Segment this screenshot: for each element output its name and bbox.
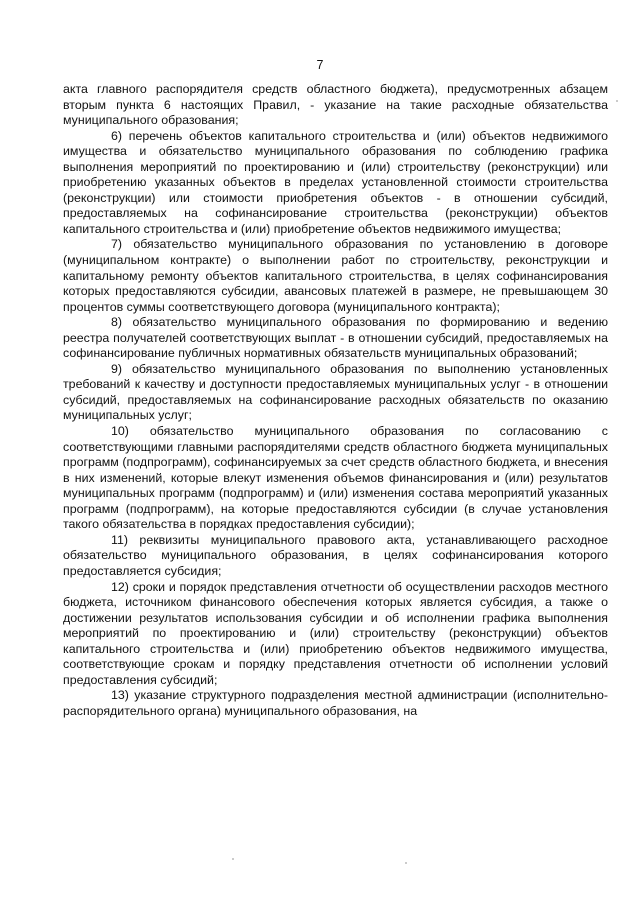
paragraph-item-10: 10) обязательство муниципального образования по согласованию с соответствующими главными распорядителями средств областного бюджета муниципальных программ (подпрограмм), софинансируемых за счет средств областного бюджета, и внесения в них изменений, которые влекут изменения объемов финансирования и (или) результатов муниципальных программ (подпрограмм) и (или) изменения состава мероприятий указанных программ (подпрограмм), на которые предоставляются субсидии (в случае установления такого обязательства в порядках предоставления субсидии);: [63, 424, 608, 532]
page-number: 7: [316, 58, 324, 72]
paragraph-item-7: 7) обязательство муниципального образования по установлению в договоре (муниципальном контракте) о выполнении работ по строительству, реконструкции и капитальному ремонту объектов капитального строительства, в целях софинансирования которых предоставляются субсидии, авансовых платежей в размере, не превышающем 30 процентов суммы соответствующего договора (муниципального контракта);: [63, 237, 608, 314]
paragraph-item-6: 6) перечень объектов капитального строительства и (или) объектов недвижимого имущества и обязательство муниципального образования по соблюдению графика выполнения мероприятий по проектированию и (или) строительству (реконструкции) или приобретению указанных объектов в пределах установленной стоимости строительства (реконструкции) или стоимости приобретения объектов - в отношении субсидий, предоставляемых на софинансирование строительства (реконструкции) объектов капитального строительства и (или) приобретение объектов недвижимого имущества;: [63, 128, 608, 236]
scan-speck: [616, 100, 618, 102]
paragraph-item-11: 11) реквизиты муниципального правового акта, устанавливающего расходное обязательство муниципального образования, в целях софинансирования которого предоставляется субсидия;: [63, 532, 608, 578]
paragraph-item-8: 8) обязательство муниципального образования по формированию и ведению реестра получателей соответствующих выплат - в отношении субсидий, предоставляемых на софинансирование публичных нормативных обязательств муниципальных образований;: [63, 315, 608, 361]
paragraph-item-9: 9) обязательство муниципального образования по выполнению установленных требований к качеству и доступности предоставляемых муниципальных услуг - в отношении субсидий, предоставляемых на софинансирование расходных обязательств по оказанию муниципальных услуг;: [63, 361, 608, 423]
paragraph-item-12: 12) сроки и порядок представления отчетности об осуществлении расходов местного бюджета, источником финансового обеспечения которых является субсидия, а также о достижении результатов использования субсидии и об исполнении графика выполнения мероприятий по проектированию и (или) строительству (реконструкции) объектов капитального строительства и (или) приобретению объектов недвижимого имущества, соответствующие срокам и порядку представления отчетности об исполнении условий предоставления субсидий;: [63, 579, 608, 687]
scan-speck: [405, 862, 407, 864]
paragraph-item-13: 13) указание структурного подразделения местной администрации (исполнительно-распорядительного органа) муниципального образования, на: [63, 688, 608, 718]
document-body: [63, 82, 608, 719]
scan-speck: [232, 858, 234, 860]
paragraph-continuation: акта главного распорядителя средств областного бюджета), предусмотренных абзацем вторым пункта 6 настоящих Правил, - указание на такие расходные обязательства муниципального образования;: [63, 82, 608, 128]
